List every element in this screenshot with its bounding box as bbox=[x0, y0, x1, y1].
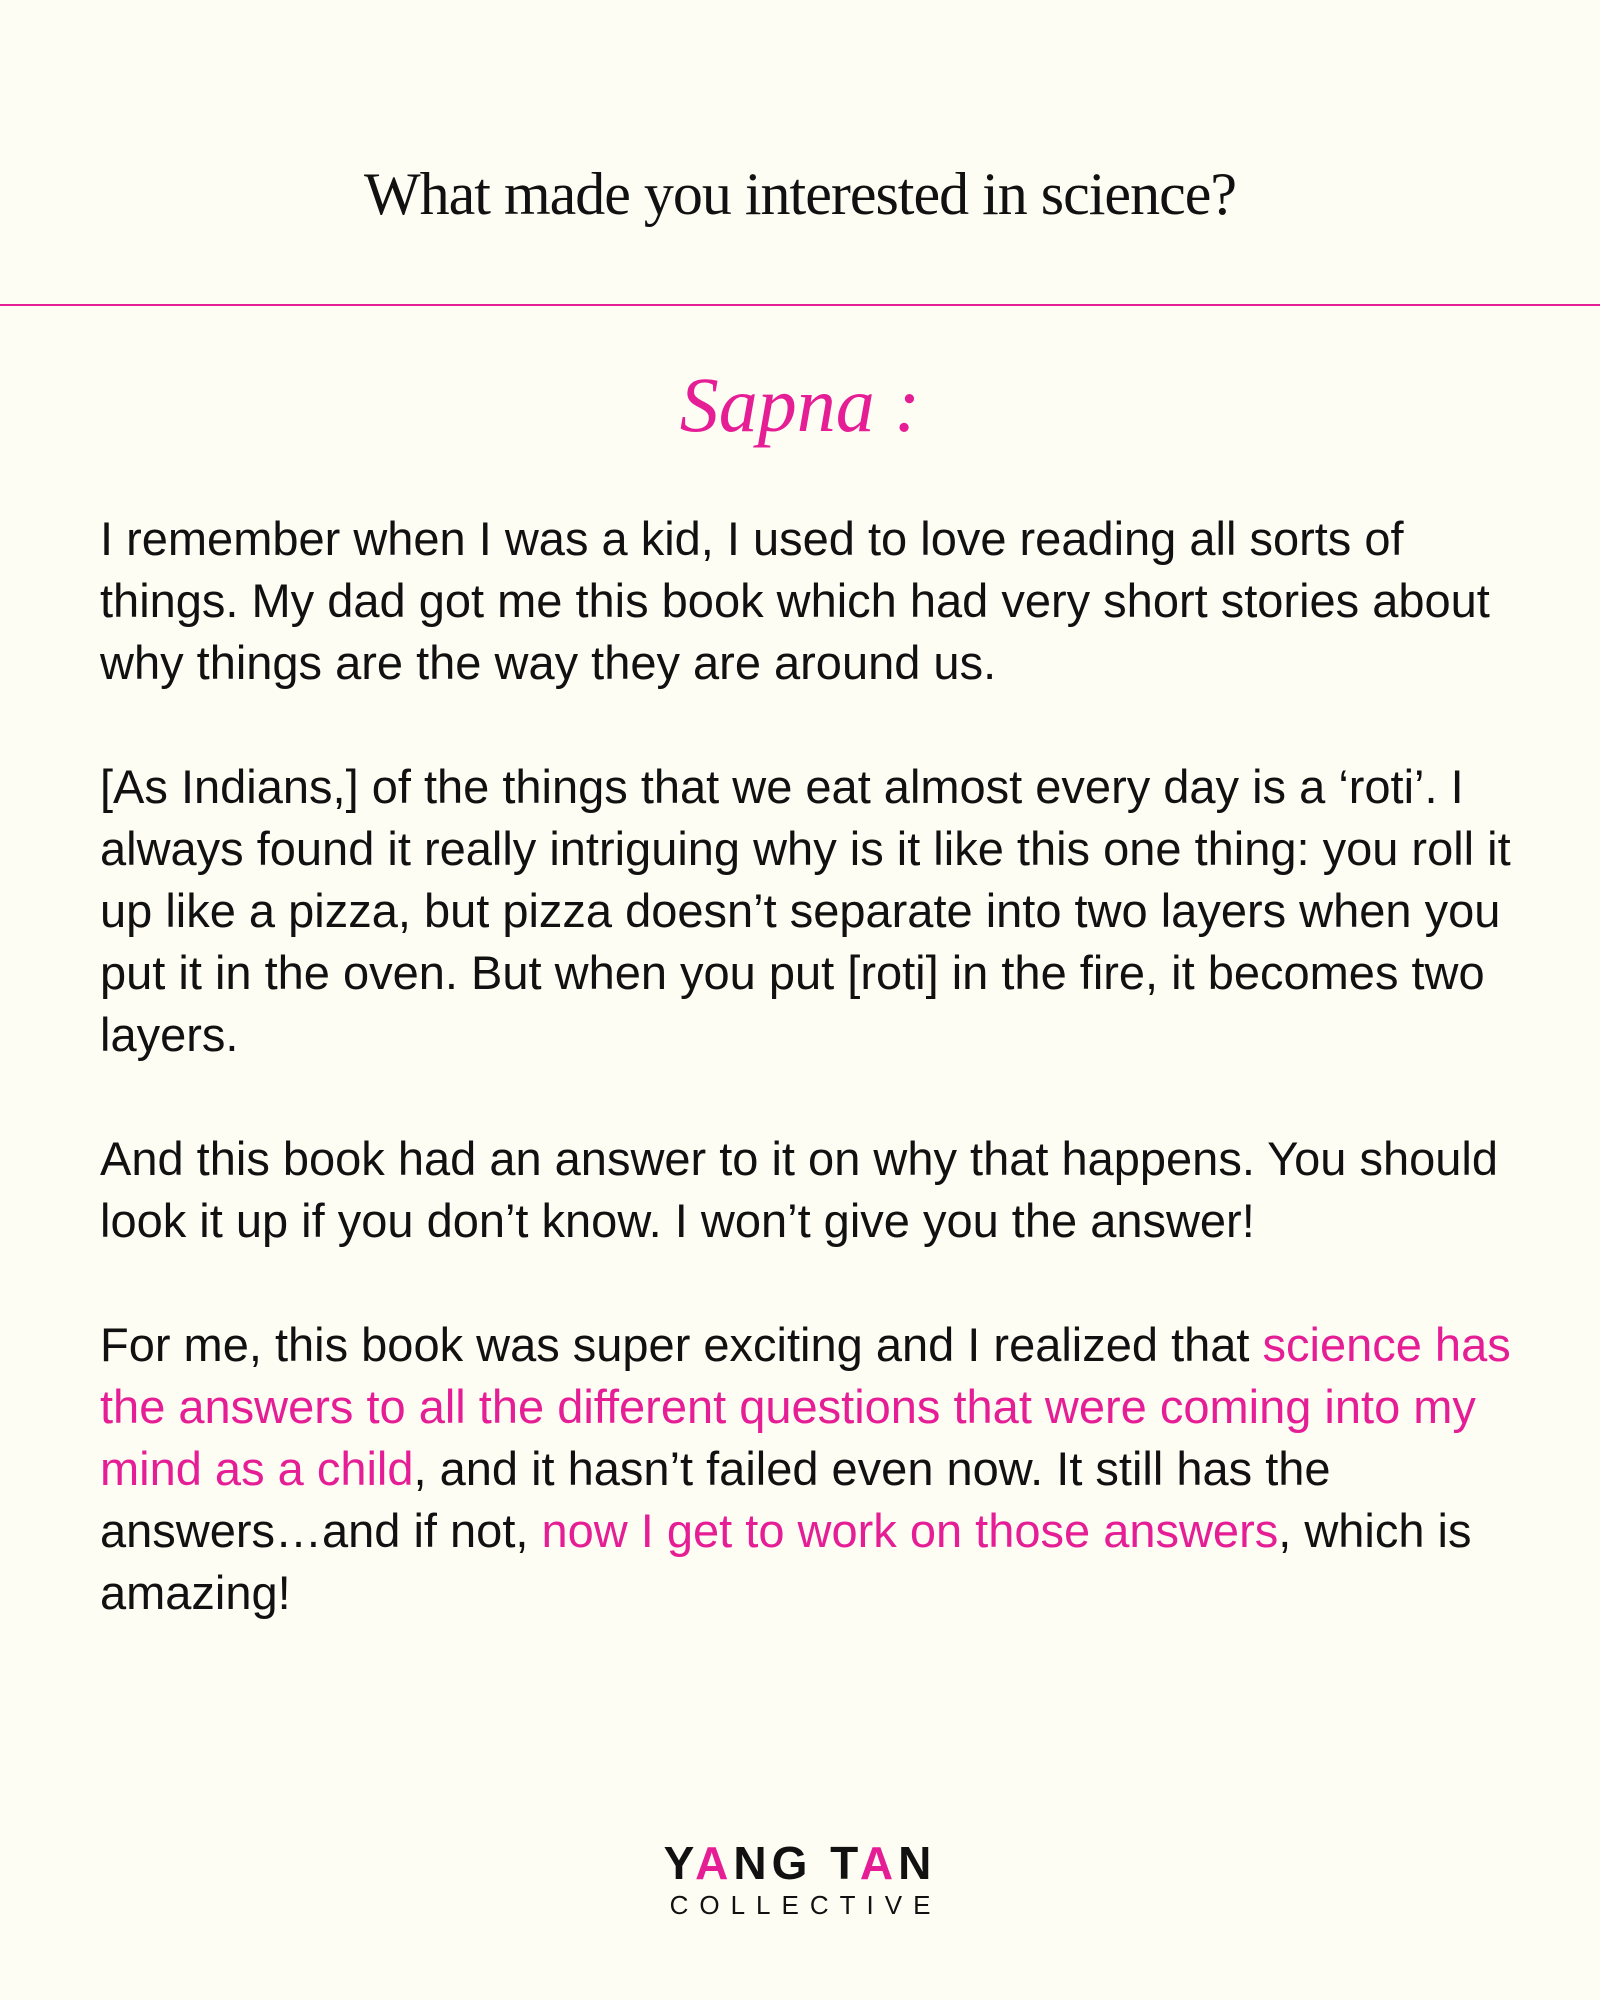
paragraph-2: [As Indians,] of the things that we eat almost every day is a ‘roti’. I always found it really intriguing why is it like this one thing: you roll it up like a pizza, but pizza doesn’t separate into two layers when you put it in the oven. But when you put [roti] in the fire, it becomes two layers. bbox=[100, 760, 1511, 1061]
answer-body bbox=[100, 508, 1520, 1686]
logo-accent-letter-1: A bbox=[695, 1837, 734, 1889]
logo-accent-letter-2: A bbox=[859, 1837, 899, 1889]
paragraph-4-text-2: , and it hasn’t failed even now. It still has the answers…and if not, bbox=[100, 1442, 1331, 1557]
logo-letters-3: N bbox=[898, 1837, 937, 1889]
logo-subtitle: COLLECTIVE bbox=[669, 1890, 942, 1920]
yang-tan-collective-logo bbox=[0, 1838, 1600, 1922]
logo-letters-2: NG T bbox=[733, 1837, 860, 1889]
question-heading: What made you interested in science? bbox=[364, 161, 1236, 227]
divider-line bbox=[0, 304, 1600, 306]
paragraph-4-text-3: , which is amazing! bbox=[100, 1504, 1472, 1619]
logo-wordmark bbox=[0, 1838, 1600, 1888]
paragraph-3: And this book had an answer to it on why that happens. You should look it up if you don’t know. I won’t give you the answer! bbox=[100, 1132, 1498, 1247]
paragraph-4-highlight-2: now I get to work on those answers bbox=[541, 1504, 1279, 1557]
paragraph-4-highlight-1: science has the answers to all the different questions that were coming into my mind as a child bbox=[100, 1318, 1511, 1495]
logo-letters-1: Y bbox=[663, 1837, 696, 1889]
paragraph-4-text-1: For me, this book was super exciting and I realized that bbox=[100, 1318, 1263, 1371]
speaker-name: Sapna : bbox=[679, 361, 921, 448]
paragraph-4 bbox=[100, 1314, 1520, 1624]
paragraph-1: I remember when I was a kid, I used to love reading all sorts of things. My dad got me this book which had very short stories about why things are the way they are around us. bbox=[100, 512, 1490, 689]
